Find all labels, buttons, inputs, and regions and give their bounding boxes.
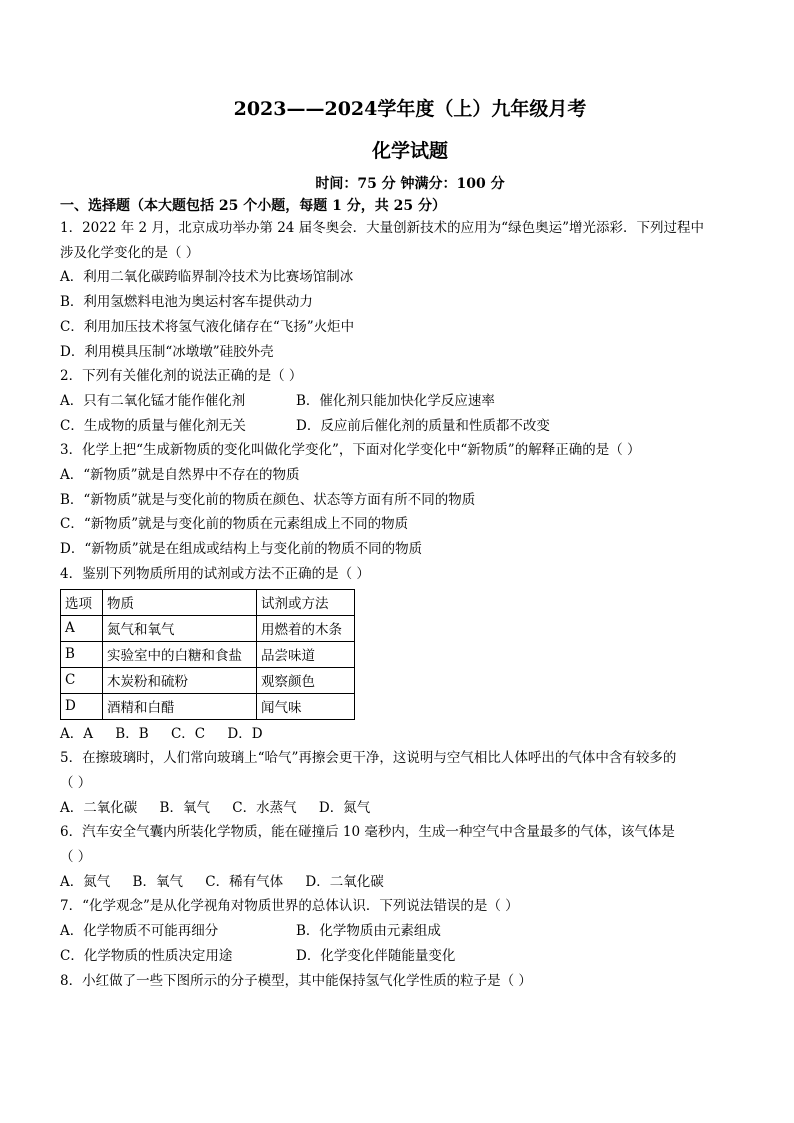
question-4-options bbox=[60, 722, 736, 747]
question-5-option-d: D．氮气 bbox=[318, 799, 371, 816]
question-8 bbox=[60, 969, 736, 994]
table-row bbox=[61, 693, 355, 719]
table-cell: C bbox=[61, 667, 103, 693]
question-3-option-c: C．“新物质”就是与变化前的物质在元素组成上不同的物质 bbox=[60, 516, 409, 533]
question-6-option-a: A．氮气 bbox=[60, 873, 111, 890]
question-5-option-b: B．氧气 bbox=[159, 799, 210, 816]
question-1-stem-line2: 涉及化学变化的是（ ） bbox=[60, 244, 200, 261]
question-5-stem-line1: 5．在擦玻璃时，人们常向玻璃上“哈气”再擦会更干净，这说明与空气相比人体呼出的气体中含有较多的 bbox=[60, 750, 677, 767]
table-cell: 品尝味道 bbox=[257, 641, 355, 667]
question-4-table bbox=[60, 589, 355, 720]
question-5-option-a: A．二氧化碳 bbox=[60, 799, 138, 816]
question-7 bbox=[60, 894, 736, 968]
question-2-stem: 2．下列有关催化剂的说法正确的是（ ） bbox=[60, 368, 303, 385]
question-2-options-row2 bbox=[60, 414, 736, 439]
question-1-option-a: A．利用二氧化碳跨临界制冷技术为比赛场馆制冰 bbox=[60, 269, 354, 286]
exam-meta: 时间：75 分 钟满分：100 分 bbox=[315, 176, 505, 192]
question-2-option-d: D．反应前后催化剂的质量和性质都不改变 bbox=[296, 417, 550, 434]
table-row bbox=[61, 667, 355, 693]
question-7-options-row2 bbox=[60, 944, 736, 969]
question-5-stem-line2: （ ） bbox=[60, 774, 92, 791]
question-1-option-d: D．利用模具压制“冰墩墩”硅胶外壳 bbox=[60, 343, 274, 360]
question-5-option-c: C．水蒸气 bbox=[232, 799, 297, 816]
table-header-cell: 物质 bbox=[103, 589, 257, 615]
question-6-options bbox=[60, 870, 736, 895]
question-3 bbox=[60, 438, 736, 562]
question-2-option-b: B．催化剂只能加快化学反应速率 bbox=[296, 392, 495, 409]
table-cell: 氮气和氧气 bbox=[103, 615, 257, 641]
question-5-options bbox=[60, 796, 736, 821]
question-1-option-c: C．利用加压技术将氢气液化储存在“飞扬”火炬中 bbox=[60, 318, 355, 335]
table-cell: 酒精和白醋 bbox=[103, 693, 257, 719]
question-7-option-b: B．化学物质由元素组成 bbox=[296, 923, 441, 940]
question-6-option-c: C．稀有气体 bbox=[205, 873, 284, 890]
question-4-option-c: C．C bbox=[170, 725, 206, 742]
exam-title: 2023——2024学年度（上）九年级月考 bbox=[233, 98, 587, 120]
table-cell: D bbox=[61, 693, 103, 719]
question-4-stem: 4．鉴别下列物质所用的试剂或方法不正确的是（ ） bbox=[60, 565, 370, 582]
question-6 bbox=[60, 820, 736, 894]
question-7-option-c: C．化学物质的性质决定用途 bbox=[60, 947, 233, 964]
question-8-stem: 8．小红做了一些下图所示的分子模型，其中能保持氢气化学性质的粒子是（ ） bbox=[60, 972, 532, 989]
question-3-option-d: D．“新物质”就是在组成或结构上与变化前的物质不同的物质 bbox=[60, 541, 423, 558]
table-cell: 实验室中的白糖和食盐 bbox=[103, 641, 257, 667]
table-header-cell: 选项 bbox=[61, 589, 103, 615]
exam-subtitle: 化学试题 bbox=[371, 140, 448, 162]
question-4-option-b: B．B bbox=[115, 725, 149, 742]
table-cell: 观察颜色 bbox=[257, 667, 355, 693]
exam-page bbox=[60, 96, 736, 993]
question-1-stem-line1: 1．2022 年 2 月，北京成功举办第 24 届冬奥会．大量创新技术的应用为“绿色奥运”增光添彩．下列过程中 bbox=[60, 220, 704, 236]
table-cell: 用燃着的木条 bbox=[257, 615, 355, 641]
question-7-option-a: A．化学物质不可能再细分 bbox=[60, 923, 219, 940]
question-7-option-d: D．化学变化伴随能量变化 bbox=[296, 947, 456, 964]
question-3-option-b: B．“新物质”就是与变化前的物质在颜色、状态等方面有所不同的物质 bbox=[60, 491, 476, 508]
table-cell: 木炭粉和硫粉 bbox=[103, 667, 257, 693]
question-1-option-b: B．利用氢燃料电池为奥运村客车提供动力 bbox=[60, 294, 313, 311]
question-2-option-c: C．生成物的质量与催化剂无关 bbox=[60, 417, 246, 434]
question-6-option-d: D．二氧化碳 bbox=[305, 873, 384, 890]
section-title: 一、选择题（本大题包括 25 个小题，每题 1 分，共 25 分） bbox=[60, 198, 446, 214]
table-cell: B bbox=[61, 641, 103, 667]
question-6-option-b: B．氧气 bbox=[132, 873, 183, 890]
table-header-cell: 试剂或方法 bbox=[257, 589, 355, 615]
question-4-option-d: D．D bbox=[227, 725, 263, 742]
question-2 bbox=[60, 364, 736, 438]
question-2-options-row1 bbox=[60, 389, 736, 414]
question-1 bbox=[60, 216, 736, 364]
question-7-stem: 7．“化学观念”是从化学视角对物质世界的总体认识．下列说法错误的是（ ） bbox=[60, 898, 519, 915]
table-row bbox=[61, 615, 355, 641]
table-row bbox=[61, 641, 355, 667]
question-4 bbox=[60, 562, 736, 746]
question-6-stem-line1: 6．汽车安全气囊内所装化学物质，能在碰撞后 10 毫秒内，生成一种空气中含量最多的气体，该气体是 bbox=[60, 824, 675, 841]
question-7-options-row1 bbox=[60, 919, 736, 944]
question-5 bbox=[60, 746, 736, 820]
question-6-stem-line2: （ ） bbox=[60, 849, 92, 866]
question-3-option-a: A．“新物质”就是自然界中不存在的物质 bbox=[60, 467, 300, 484]
question-2-option-a: A．只有二氧化锰才能作催化剂 bbox=[60, 392, 246, 409]
table-header-row bbox=[61, 589, 355, 615]
table-cell: A bbox=[61, 615, 103, 641]
table-cell: 闻气味 bbox=[257, 693, 355, 719]
question-4-option-a: A．A bbox=[60, 725, 93, 742]
question-3-stem: 3．化学上把“生成新物质的变化叫做化学变化”，下面对化学变化中“新物质”的解释正确的是（ ） bbox=[60, 442, 641, 459]
